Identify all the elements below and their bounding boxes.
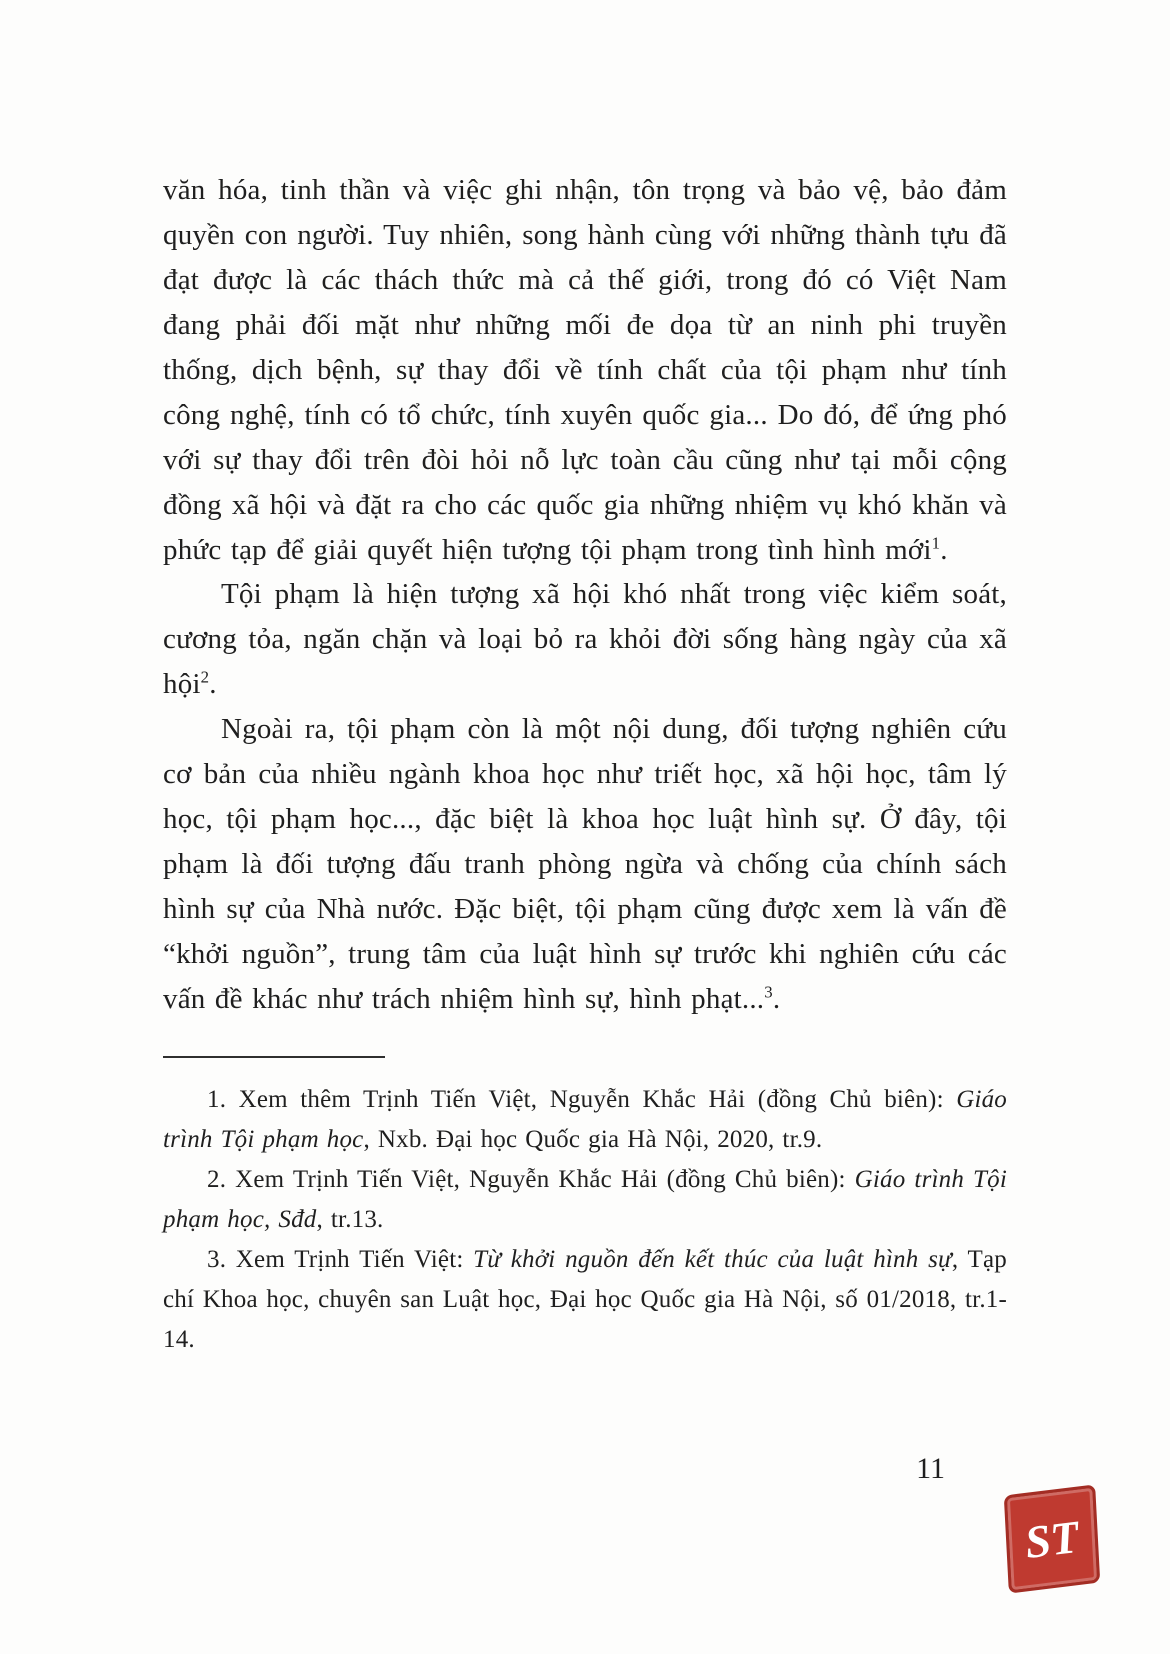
st-logo-text: ST — [1022, 1510, 1082, 1568]
footnote: 1. Xem thêm Trịnh Tiến Việt, Nguyễn Khắc Hải (đồng Chủ biên): Giáo trình Tội phạm học, Nxb. Đại học Quốc gia Hà Nội, 2020, tr.9. — [163, 1085, 1007, 1153]
footnotes — [163, 1080, 1007, 1360]
paragraph: Tội phạm là hiện tượng xã hội khó nhất trong việc kiểm soát, cương tỏa, ngăn chặn và loại bỏ ra khỏi đời sống hàng ngày của xã hội$^2$. — [163, 578, 1007, 701]
page-number: 11 — [916, 1452, 945, 1485]
publisher-logo — [1004, 1484, 1100, 1593]
page-content — [163, 168, 1007, 1360]
footnote-separator — [163, 1056, 385, 1058]
footnote: 2. Xem Trịnh Tiến Việt, Nguyễn Khắc Hải (đồng Chủ biên): Giáo trình Tội phạm học, Sđd, tr.13. — [163, 1165, 1007, 1233]
body-text — [163, 168, 1007, 1022]
footnote: 3. Xem Trịnh Tiến Việt: Từ khởi nguồn đến kết thúc của luật hình sự, Tạp chí Khoa học, chuyên san Luật học, Đại học Quốc gia Hà Nội, số 01/2018, tr.1-14. — [163, 1245, 1007, 1353]
paragraph: Ngoài ra, tội phạm còn là một nội dung, đối tượng nghiên cứu cơ bản của nhiều ngành khoa học như triết học, xã hội học, tâm lý học, tội phạm học..., đặc biệt là khoa học luật hình sự. Ở đây, tội phạm là đối tượng đấu tranh phòng ngừa và chống của chính sách hình sự của Nhà nước. Đặc biệt, tội phạm cũng được xem là vấn đề “khởi nguồn”, trung tâm của luật hình sự trước khi nghiên cứu các vấn đề khác như trách nhiệm hình sự, hình phạt...$^3$. — [163, 713, 1007, 1015]
paragraph: văn hóa, tinh thần và việc ghi nhận, tôn trọng và bảo vệ, bảo đảm quyền con người. Tuy nhiên, song hành cùng với những thành tựu đã đạt được là các thách thức mà cả thế giới, trong đó có Việt Nam đang phải đối mặt như những mối đe dọa từ an ninh phi truyền thống, dịch bệnh, sự thay đổi về tính chất của tội phạm như tính công nghệ, tính có tổ chức, tính xuyên quốc gia... Do đó, để ứng phó với sự thay đổi trên đòi hỏi nỗ lực toàn cầu cũng như tại mỗi cộng đồng xã hội và đặt ra cho các quốc gia những nhiệm vụ khó khăn và phức tạp để giải quyết hiện tượng tội phạm trong tình hình mới$^1$. — [163, 174, 1007, 566]
